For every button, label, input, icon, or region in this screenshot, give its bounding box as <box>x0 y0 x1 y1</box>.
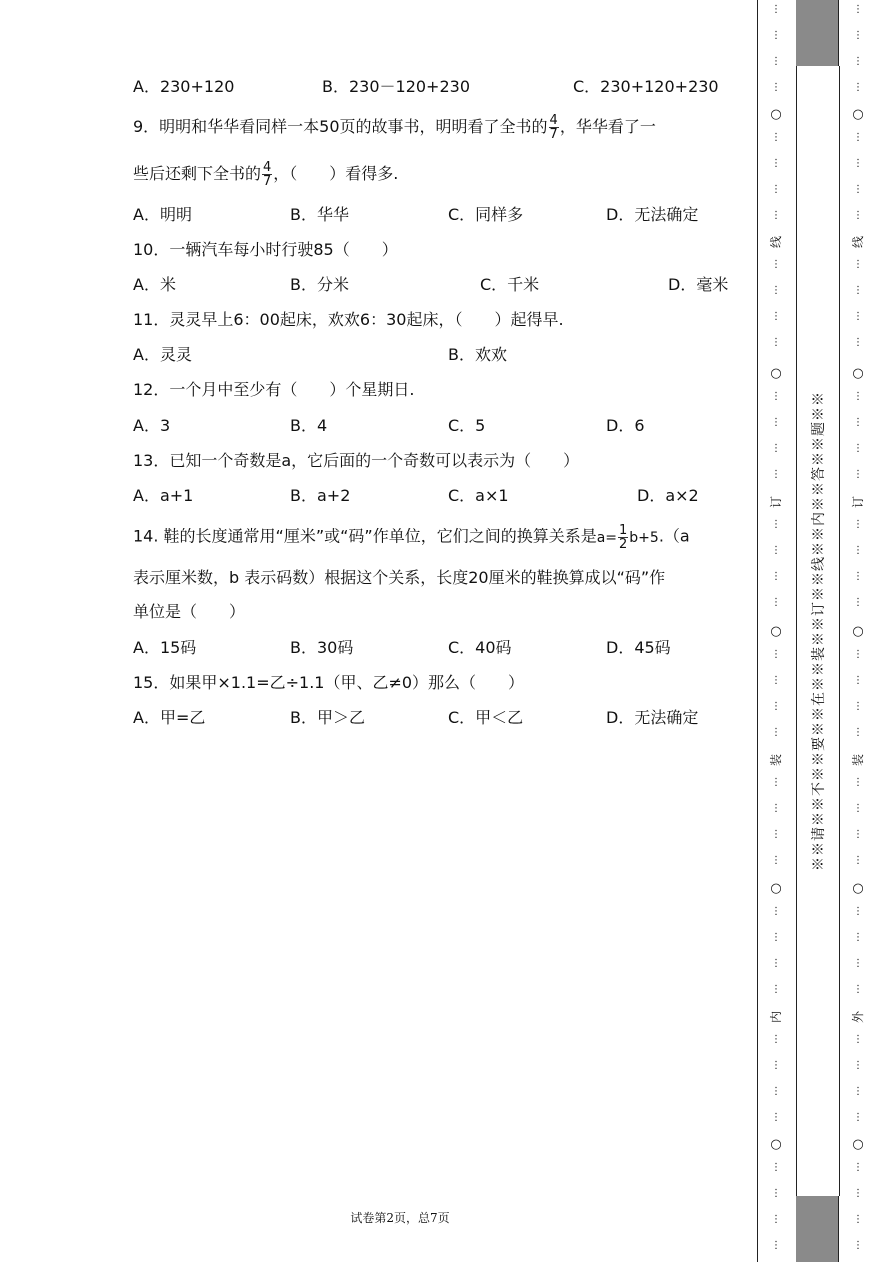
seal-line-dots: ⋮ <box>771 855 781 866</box>
seal-line-dots: ⋮ <box>771 285 781 296</box>
q15-option-c: C．甲＜乙 <box>448 708 524 727</box>
formula-rhs: b+5 <box>629 529 659 546</box>
seal-line-circle: ○ <box>770 1137 782 1152</box>
q11-option-b: B．欢欢 <box>448 345 507 364</box>
seal-line-dots: ⋮ <box>853 30 863 41</box>
q15-stem: 15．如果甲×1.1=乙÷1.1（甲、乙≠0）那么（ ） <box>133 673 525 692</box>
q14-option-c: C．40码 <box>448 638 512 657</box>
seal-line-label-ding: 订 <box>851 496 865 509</box>
q14-text-1a: 14. 鞋的长度通常用“厘米”或“码”作单位，它们之间的换算关系是 <box>133 526 597 546</box>
seal-line-dots: ⋮ <box>771 82 781 93</box>
seal-line-dots: ⋮ <box>853 1214 863 1225</box>
seal-line-dots: ⋮ <box>771 984 781 995</box>
seal-line-dots: ⋮ <box>853 4 863 15</box>
q10-option-b: B．分米 <box>290 275 349 294</box>
seal-line-dots: ⋮ <box>771 649 781 660</box>
seal-line-dots: ⋮ <box>853 958 863 969</box>
fraction-numerator: 4 <box>263 160 272 175</box>
seal-line-dots: ⋮ <box>771 829 781 840</box>
fraction-denominator: 7 <box>549 127 558 142</box>
q8-option-c: C．230+120+230 <box>573 77 719 96</box>
seal-line-dots: ⋮ <box>853 82 863 93</box>
seal-line-dots: ⋮ <box>771 1214 781 1225</box>
seal-line-dots: ⋮ <box>853 984 863 995</box>
seal-line-dots: ⋮ <box>771 1060 781 1071</box>
q13-option-d: D．a×2 <box>637 486 699 505</box>
q9-text-2a: 些后还剩下全书的 <box>133 164 262 183</box>
seal-line-dots: ⋮ <box>771 417 781 428</box>
q12-option-c: C．5 <box>448 416 486 435</box>
seal-line-dots: ⋮ <box>853 1086 863 1097</box>
seal-line-dots: ⋮ <box>771 311 781 322</box>
seal-line-dots: ⋮ <box>853 545 863 556</box>
q10-option-a: A．米 <box>133 275 176 294</box>
seal-line-dots: ⋮ <box>853 469 863 480</box>
inner-seal-line <box>768 0 784 1262</box>
no-answer-notice: ※※请※※不※※要※※在※※装※※订※※线※※内※※答※※题※※ <box>811 391 827 871</box>
fraction-one-half <box>618 524 628 551</box>
seal-line-label-zhuang: 装 <box>769 754 783 767</box>
seal-line-dots: ⋮ <box>853 337 863 348</box>
seal-line-dots: ⋮ <box>853 777 863 788</box>
seal-line-dots: ⋮ <box>771 56 781 67</box>
formula-lhs: a= <box>596 529 618 546</box>
seal-line-dots: ⋮ <box>771 597 781 608</box>
seal-line-dots: ⋮ <box>771 727 781 738</box>
seal-line-dots: ⋮ <box>771 132 781 143</box>
q15-option-a: A．甲=乙 <box>133 708 206 727</box>
seal-line-dots: ⋮ <box>853 932 863 943</box>
seal-line-dots: ⋮ <box>853 829 863 840</box>
seal-line-dots: ⋮ <box>771 958 781 969</box>
seal-line-dots: ⋮ <box>771 803 781 814</box>
seal-line-dots: ⋮ <box>853 597 863 608</box>
seal-line-dots: ⋮ <box>853 727 863 738</box>
q14-option-b: B．30码 <box>290 638 354 657</box>
margin-gray-block-top <box>796 0 838 66</box>
seal-line-dots: ⋮ <box>853 132 863 143</box>
seal-line-circle: ○ <box>852 881 864 896</box>
q10-stem: 10．一辆汽车每小时行驶85（ ） <box>133 240 398 259</box>
seal-line-dots: ⋮ <box>771 158 781 169</box>
seal-line-dots: ⋮ <box>853 259 863 270</box>
q9-text-1a: 9．明明和华华看同样一本50页的故事书，明明看了全书的 <box>133 117 548 136</box>
seal-line-dots: ⋮ <box>771 519 781 530</box>
seal-line-dots: ⋮ <box>853 701 863 712</box>
seal-line-dots: ⋮ <box>771 469 781 480</box>
seal-line-dots: ⋮ <box>853 417 863 428</box>
seal-line-dots: ⋮ <box>771 1240 781 1251</box>
margin-divider-left <box>757 0 758 1262</box>
seal-line-dots: ⋮ <box>853 56 863 67</box>
seal-line-dots: ⋮ <box>771 1162 781 1173</box>
seal-line-circle: ○ <box>770 107 782 122</box>
q13-option-b: B．a+2 <box>290 486 351 505</box>
seal-line-dots: ⋮ <box>853 158 863 169</box>
seal-line-label-nei: 内 <box>769 1011 783 1024</box>
seal-line-dots: ⋮ <box>853 210 863 221</box>
seal-line-dots: ⋮ <box>771 1188 781 1199</box>
seal-line-dots: ⋮ <box>853 519 863 530</box>
q14-line-3: 单位是（ ） <box>133 602 246 621</box>
seal-line-dots: ⋮ <box>853 1188 863 1199</box>
seal-line-dots: ⋮ <box>771 259 781 270</box>
q13-option-a: A．a+1 <box>133 486 194 505</box>
seal-line-label-xian: 线 <box>769 236 783 249</box>
q10-option-c: C．千米 <box>480 275 540 294</box>
seal-line-circle: ○ <box>852 107 864 122</box>
seal-line-circle: ○ <box>852 624 864 639</box>
seal-line-dots: ⋮ <box>771 210 781 221</box>
fraction-denominator: 2 <box>619 537 628 552</box>
q13-stem: 13．已知一个奇数是a，它后面的一个奇数可以表示为（ ） <box>133 451 580 470</box>
q9-option-a: A．明明 <box>133 205 192 224</box>
q9-text-2b: ，（ ）看得多. <box>273 164 399 183</box>
seal-line-dots: ⋮ <box>771 1112 781 1123</box>
notice-band <box>796 66 840 1196</box>
q9-option-d: D．无法确定 <box>606 205 699 224</box>
q12-stem: 12．一个月中至少有（ ）个星期日. <box>133 380 415 399</box>
fraction-four-sevenths <box>262 161 272 188</box>
q14-line-2: 表示厘米数，b 表示码数）根据这个关系，长度20厘米的鞋换算成以“码”作 <box>133 568 666 587</box>
seal-line-label-xian: 线 <box>851 236 865 249</box>
seal-line-dots: ⋮ <box>771 4 781 15</box>
conversion-formula <box>596 523 659 552</box>
margin-gray-block-bottom <box>796 1196 838 1262</box>
seal-line-circle: ○ <box>770 881 782 896</box>
q11-option-a: A．灵灵 <box>133 345 192 364</box>
seal-line-circle: ○ <box>852 366 864 381</box>
seal-line-dots: ⋮ <box>853 1240 863 1251</box>
seal-line-dots: ⋮ <box>771 30 781 41</box>
seal-line-label-zhuang: 装 <box>851 754 865 767</box>
seal-line-dots: ⋮ <box>853 311 863 322</box>
seal-line-dots: ⋮ <box>771 443 781 454</box>
q13-option-c: C．a×1 <box>448 486 509 505</box>
outer-seal-line <box>850 0 866 1262</box>
seal-line-circle: ○ <box>852 1137 864 1152</box>
seal-line-dots: ⋮ <box>853 1112 863 1123</box>
seal-line-dots: ⋮ <box>771 675 781 686</box>
seal-line-dots: ⋮ <box>853 1034 863 1045</box>
q14-option-a: A．15码 <box>133 638 197 657</box>
seal-line-dots: ⋮ <box>853 675 863 686</box>
seal-line-dots: ⋮ <box>771 777 781 788</box>
q14-text-1b: .（a <box>658 526 690 546</box>
q15-option-d: D．无法确定 <box>606 708 699 727</box>
seal-line-dots: ⋮ <box>853 571 863 582</box>
fraction-numerator: 1 <box>619 523 628 538</box>
seal-line-label-wai: 外 <box>851 1011 865 1024</box>
q9-line-2 <box>133 161 398 188</box>
q8-option-b: B．230－120+230 <box>322 77 471 96</box>
seal-line-dots: ⋮ <box>853 906 863 917</box>
q9-text-1b: ，华华看了一 <box>559 117 656 136</box>
seal-line-dots: ⋮ <box>853 391 863 402</box>
q15-option-b: B．甲＞乙 <box>290 708 365 727</box>
seal-line-dots: ⋮ <box>771 184 781 195</box>
q9-option-b: B．华华 <box>290 205 349 224</box>
seal-line-dots: ⋮ <box>853 443 863 454</box>
seal-line-circle: ○ <box>770 624 782 639</box>
q14-option-d: D．45码 <box>606 638 671 657</box>
q11-stem: 11．灵灵早上6：00起床，欢欢6：30起床，（ ）起得早. <box>133 310 564 329</box>
q8-option-a: A．230+120 <box>133 77 235 96</box>
seal-line-dots: ⋮ <box>853 855 863 866</box>
fraction-denominator: 7 <box>263 174 272 189</box>
seal-line-dots: ⋮ <box>853 649 863 660</box>
seal-line-dots: ⋮ <box>853 285 863 296</box>
q9-option-c: C．同样多 <box>448 205 524 224</box>
q12-option-a: A．3 <box>133 416 171 435</box>
seal-line-dots: ⋮ <box>771 906 781 917</box>
page-footer: 试卷第2页，总7页 <box>350 1211 450 1225</box>
q9-line-1 <box>133 114 656 141</box>
seal-line-dots: ⋮ <box>771 545 781 556</box>
q12-option-d: D．6 <box>606 416 645 435</box>
fraction-four-sevenths <box>549 114 559 141</box>
seal-line-dots: ⋮ <box>853 803 863 814</box>
seal-line-dots: ⋮ <box>771 571 781 582</box>
seal-line-dots: ⋮ <box>771 932 781 943</box>
q14-line-1 <box>133 524 690 551</box>
q10-option-d: D．毫米 <box>668 275 729 294</box>
seal-line-label-ding: 订 <box>769 496 783 509</box>
seal-line-dots: ⋮ <box>771 1034 781 1045</box>
seal-line-dots: ⋮ <box>771 701 781 712</box>
seal-line-circle: ○ <box>770 366 782 381</box>
seal-line-dots: ⋮ <box>853 1162 863 1173</box>
fraction-numerator: 4 <box>549 113 558 128</box>
seal-line-dots: ⋮ <box>771 391 781 402</box>
q12-option-b: B．4 <box>290 416 328 435</box>
seal-line-dots: ⋮ <box>853 1060 863 1071</box>
seal-line-dots: ⋮ <box>853 184 863 195</box>
seal-line-dots: ⋮ <box>771 1086 781 1097</box>
seal-line-dots: ⋮ <box>771 337 781 348</box>
